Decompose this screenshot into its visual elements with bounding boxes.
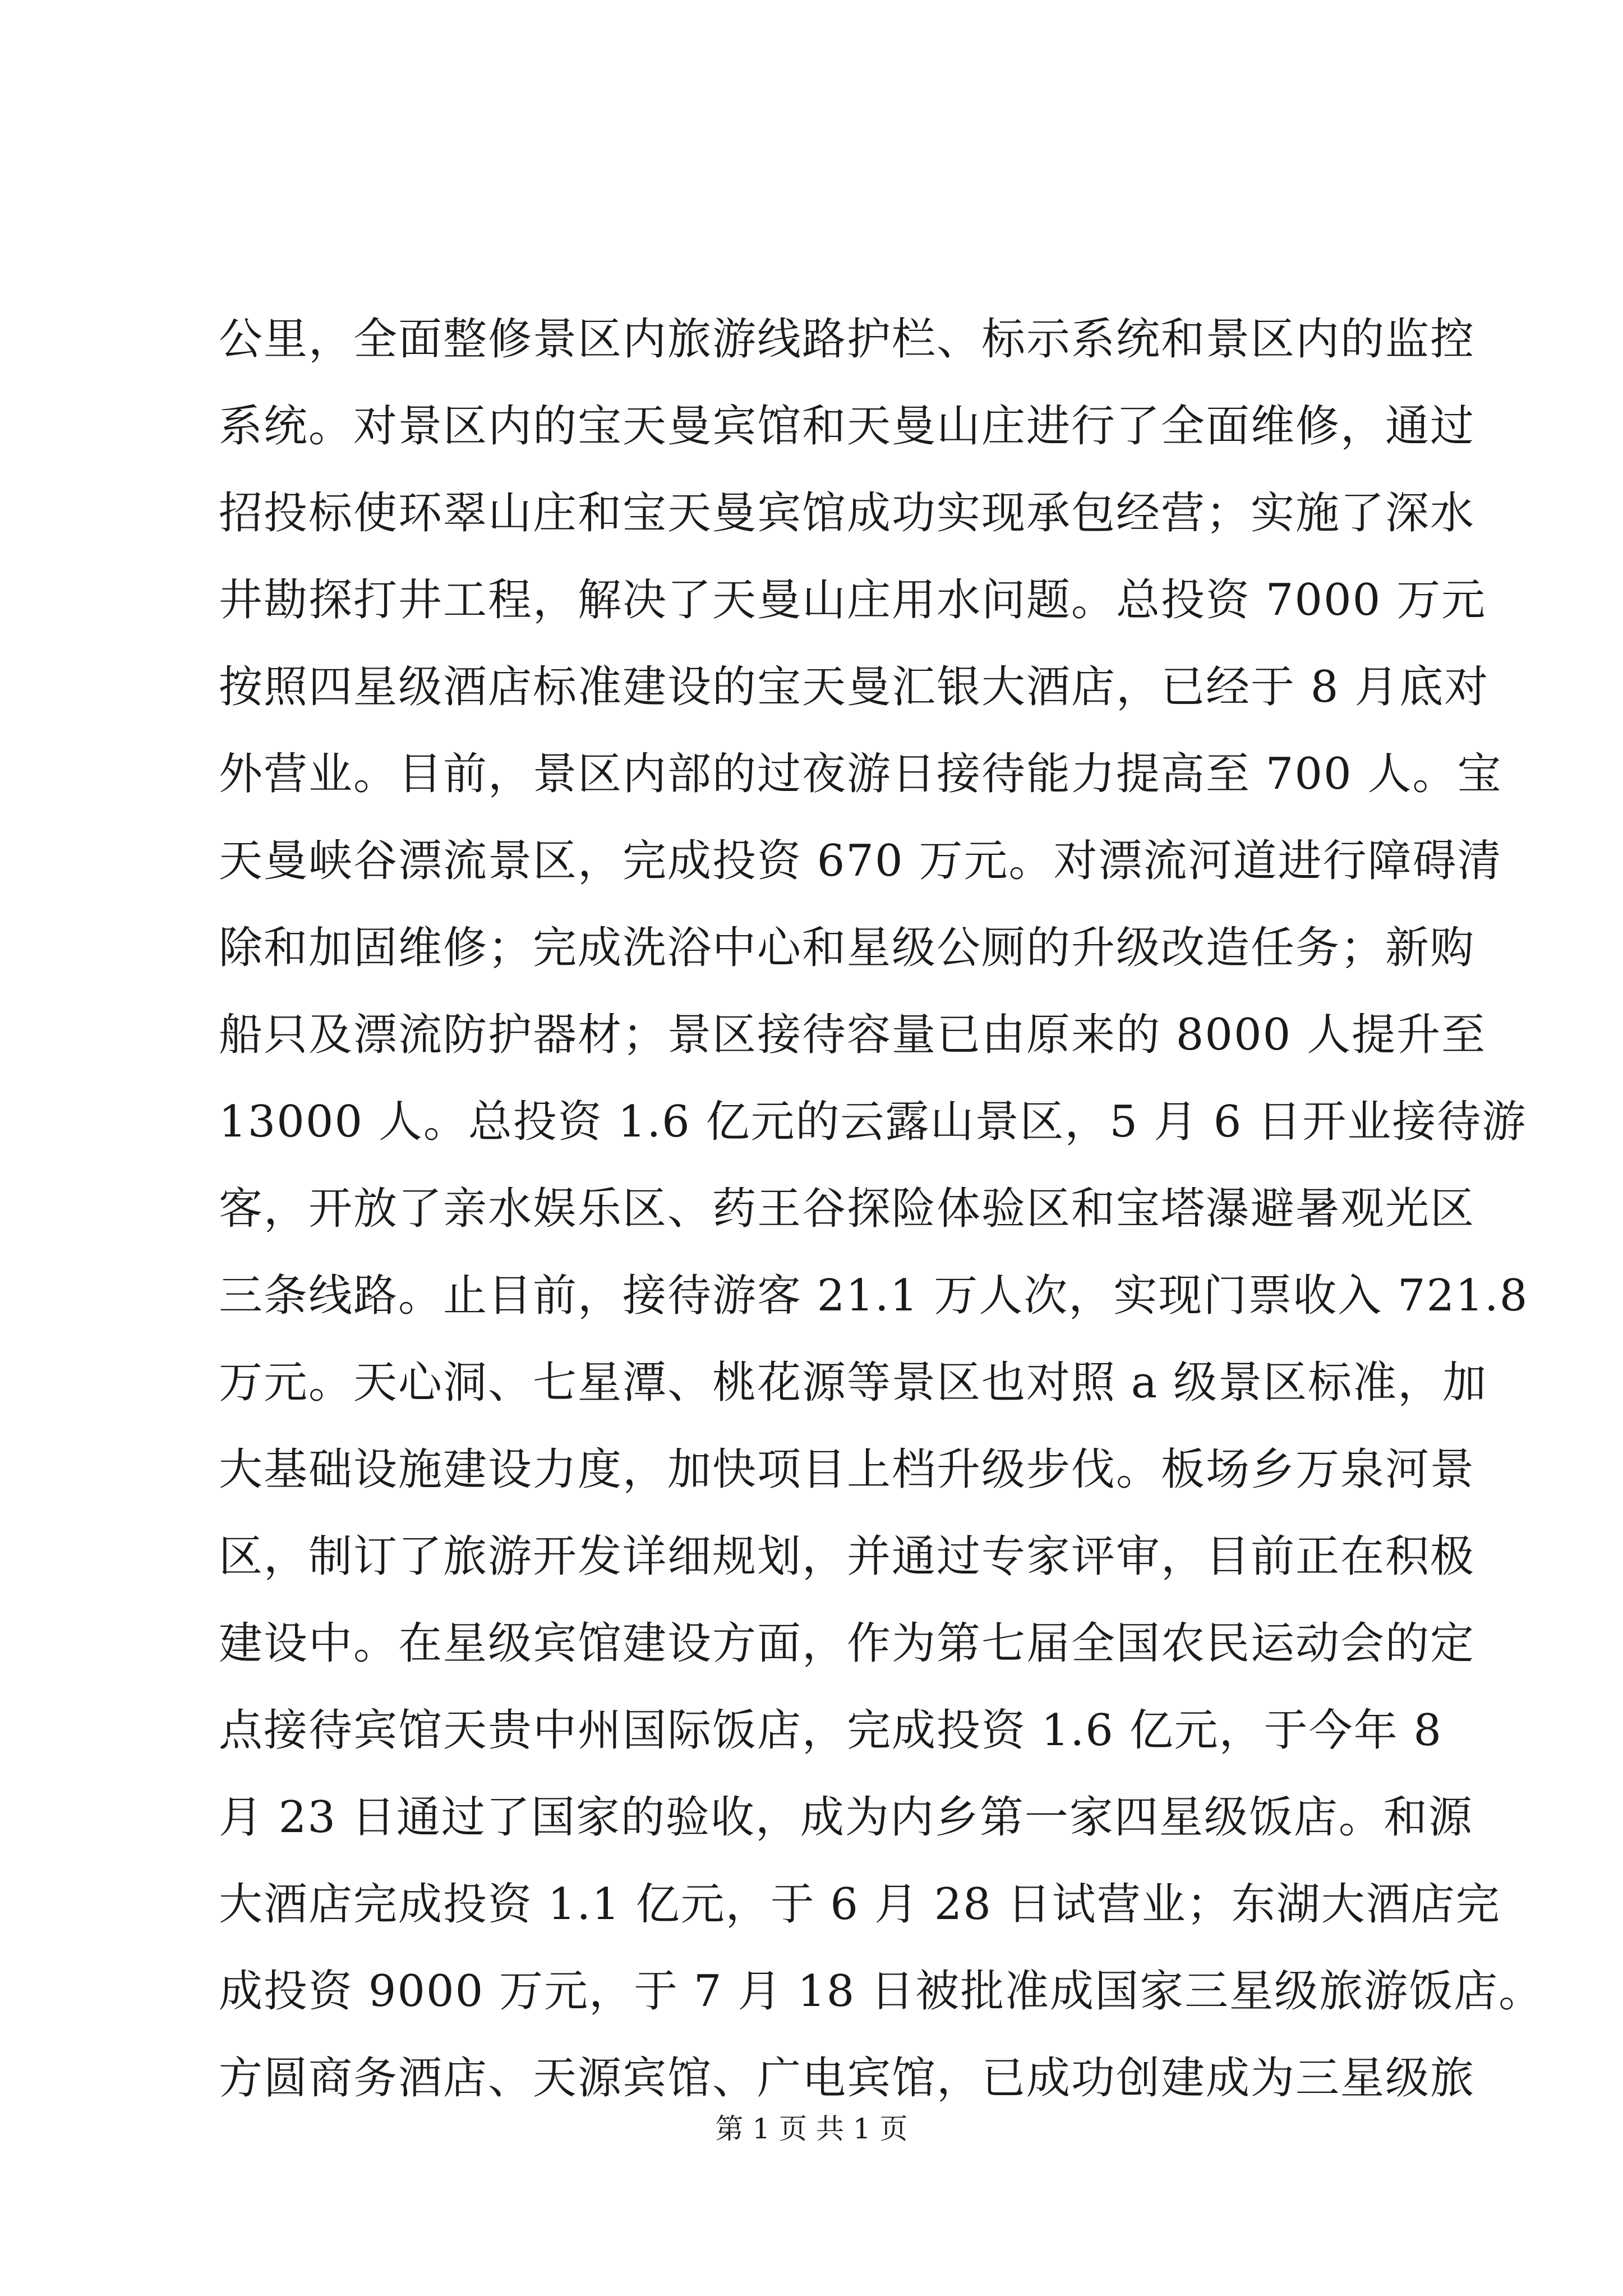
page-footer: 第 1 页 共 1 页 [715,2113,908,2145]
text-line: 大酒店完成投资 1.1 亿元，于 6 月 28 日试营业；东湖大酒店完 [219,1879,1501,1930]
text-line: 天曼峡谷漂流景区，完成投资 670 万元。对漂流河道进行障碍清 [219,836,1502,886]
text-line: 公里，全面整修景区内旅游线路护栏、标示系统和景区内的监控 [219,314,1476,365]
text-line: 建设中。在星级宾馆建设方面，作为第七届全国农民运动会的定 [219,1618,1476,1669]
text-line: 系统。对景区内的宝天曼宾馆和天曼山庄进行了全面维修，通过 [219,401,1476,452]
text-line: 外营业。目前，景区内部的过夜游日接待能力提高至 700 人。宝 [219,749,1502,799]
text-line: 井勘探打井工程，解决了天曼山庄用水问题。总投资 7000 万元 [219,575,1487,625]
text-line: 区，制订了旅游开发详细规划，并通过专家评审，目前正在积极 [219,1531,1476,1582]
text-line: 13000 人。总投资 1.6 亿元的云露山景区，5 月 6 日开业接待游 [219,1097,1527,1147]
text-line: 招投标使环翠山庄和宝天曼宾馆成功实现承包经营；实施了深水 [219,488,1476,539]
body-paragraph [219,296,1544,2122]
text-line: 船只及漂流防护器材；景区接待容量已由原来的 8000 人提升至 [219,1010,1487,1060]
text-line: 大基础设施建设力度，加快项目上档升级步伐。板场乡万泉河景 [219,1444,1476,1495]
text-line: 月 23 日通过了国家的验收，成为内乡第一家四星级饭店。和源 [219,1792,1473,1843]
text-line: 点接待宾馆天贵中州国际饭店，完成投资 1.6 亿元，于今年 8 [219,1705,1443,1756]
text-line: 客，开放了亲水娱乐区、药王谷探险体验区和宝塔瀑避暑观光区 [219,1184,1476,1234]
text-line: 方圆商务酒店、天源宾馆、广电宾馆，已成功创建成为三星级旅 [219,2053,1476,2104]
text-line: 成投资 9000 万元，于 7 月 18 日被批准成国家三星级旅游饭店。 [219,1966,1544,2017]
text-line: 按照四星级酒店标准建设的宝天曼汇银大酒店，已经于 8 月底对 [219,662,1490,712]
text-line: 三条线路。止目前，接待游客 21.1 万人次，实现门票收入 721.8 [219,1271,1529,1321]
text-line: 万元。天心洞、七星潭、桃花源等景区也对照 a 级景区标准，加 [219,1358,1488,1408]
text-line: 除和加固维修；完成洗浴中心和星级公厕的升级改造任务；新购 [219,923,1476,973]
